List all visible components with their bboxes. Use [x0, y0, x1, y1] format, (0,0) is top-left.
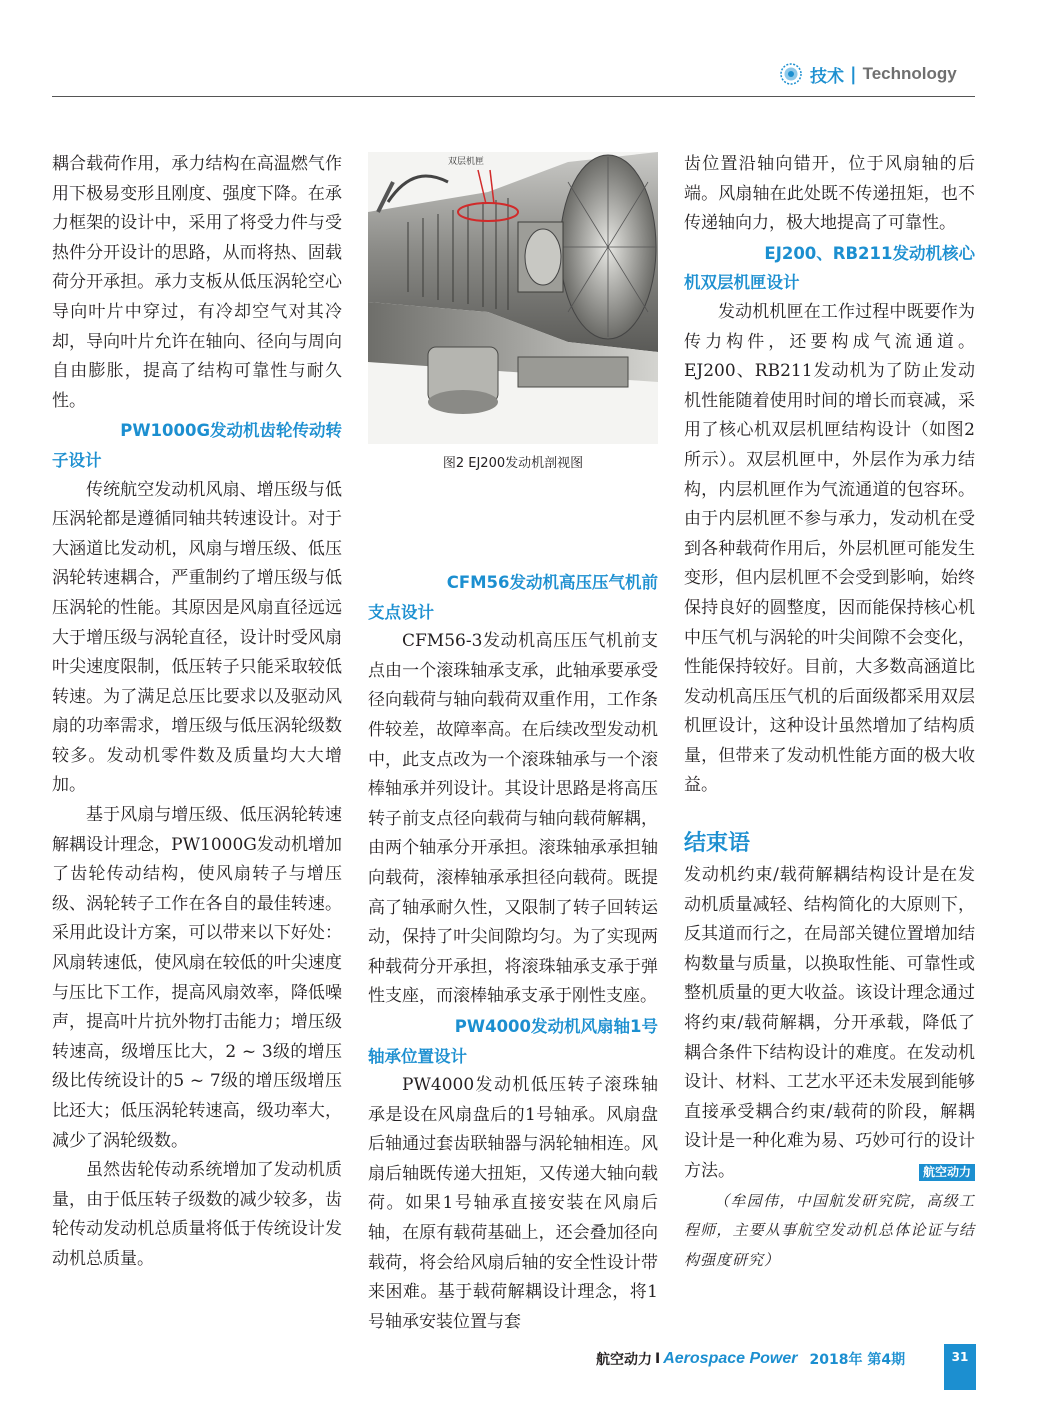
section-heading: CFM56发动机高压压气机前 支点设计	[368, 573, 658, 622]
section-heading: PW4000发动机风扇轴1号 轴承位置设计	[368, 1016, 658, 1066]
paragraph: 发动机机匣在工作过程中既要作为传力构件，还要构成气流通道。EJ200、RB211发动机为了防止发动机性能随着使用时间的增长而衰减，采用了核心机双层机匣结构设计（如图2所示）。双层机匣中，外层作为承力结构，内层机匣作为气流通道的包容环。由于内层机匣不参与承力，发动机在受到各种载荷作用后，外层机匣可能发生变形，但内层机匣不会受到影响，始终保持良好的圆整度，因而能保持核心机中压气机与涡轮的叶尖间隙不会变化，性能保持较好。目前，大多数高涵道比发动机高压压气机的后面级都采用双层机匣设计，这种设计虽然增加了结构质量，但带来了发动机性能方面的极大收益。	[684, 301, 975, 796]
section-title-en: Technology	[862, 64, 957, 83]
paragraph: PW4000发动机低压转子滚珠轴承是设在风扇盘后的1号轴承。风扇盘后轴通过套齿联轴器与涡轮轴相连。风扇后轴既传递大扭矩，又传递大轴向载荷。如果1号轴承直接安装在风扇后轴，在原有载荷基础上，还会叠加径向载荷，将会给风扇后轴的安全性设计带来困难。基于载荷解耦设计理念，将1号轴承安装位置与套	[368, 1075, 658, 1332]
figure-caption: 图2 EJ200发动机剖视图	[442, 456, 584, 471]
paragraph: 基于风扇与增压级、低压涡轮转速解耦设计理念，PW1000G发动机增加了齿轮传动结构，使风扇转子与增压级、涡轮转子工作在各自的最佳转速。采用此设计方案，可以带来以下好处：风扇转速低，使风扇在较低的叶尖速度与压比下工作，提高风扇效率，降低噪声，提高叶片抗外物打击能力；增压级转速高，级增压比大，2 ~ 3级的增压级比传统设计的5 ~ 7级的增压级增压比还大；低压涡轮转速高，级功率大，减少了涡轮级数。	[52, 805, 342, 1151]
header-divider: |	[850, 63, 857, 85]
gear-icon	[780, 63, 802, 85]
conclusion-heading: 结束语	[684, 831, 751, 857]
section-heading: PW1000G发动机齿轮传动转 子设计	[52, 421, 342, 470]
issue-label: 2018年 第4期	[809, 1352, 906, 1368]
figure-annotation: 双层机匣	[448, 157, 485, 167]
footer-divider: I	[655, 1351, 661, 1367]
paragraph: 耦合载荷作用，承力结构在高温燃气作用下极易变形且刚度、强度下降。在承力框架的设计中，采用了将受力件与受热件分开设计的思路，从而将热、固载荷分开承担。承力支板从低压涡轮空心导向叶片中穿过，有冷却空气对其冷却，导向叶片允许在轴向、径向与周向自由膨胀，提高了结构可靠性与耐久性。	[52, 154, 342, 411]
paragraph: 传统航空发动机风扇、增压级与低压涡轮都是遵循同轴共转速设计。对于大涵道比发动机，风扇与增压级、低压涡轮转速耦合，严重制约了增压级与低压涡轮的性能。其原因是风扇直径远远大于增压级与涡轮直径，设计时受风扇叶尖速度限制，低压转子只能采取较低转速。为了满足总压比要求以及驱动风扇的功率需求，增压级与低压涡轮级数较多。发动机零件数及质量均大大增加。	[52, 479, 342, 796]
journal-title-en: Aerospace Power	[663, 1350, 798, 1367]
page-footer	[596, 1348, 905, 1370]
column-right	[684, 150, 975, 1275]
paragraph: 虽然齿轮传动系统增加了发动机质量，由于低压转子级数的减少较多，齿轮传动发动机总质量将低于传统设计发动机总质量。	[52, 1160, 342, 1269]
paragraph: 齿位置沿轴向错开，位于风扇轴的后端。风扇轴在此处既不传递扭矩，也不传递轴向力，极大地提高了可靠性。	[684, 154, 975, 234]
paragraph: CFM56-3发动机高压压气机前支点由一个滚珠轴承支承，此轴承要承受径向载荷与轴向载荷双重作用，工作条件较差，故障率高。在后续改型发动机中，此支点改为一个滚珠轴承与一个滚棒轴承并列设计。其设计思路是将高压转子前支点径向载荷与轴向载荷解耦，由两个轴承分开承担。滚珠轴承承担轴向载荷，滚棒轴承承担径向载荷。既提高了轴承耐久性，又限制了转子回转运动，保持了叶尖间隙均匀。为了实现两种载荷分开承担，将滚珠轴承支承于弹性支座，而滚棒轴承支承于刚性支座。	[368, 631, 658, 1007]
author-note: （牟园伟，中国航发研究院，高级工程师，主要从事航空发动机总体论证与结构强度研究）	[684, 1191, 975, 1269]
end-logo: 航空动力	[919, 1164, 975, 1181]
section-heading: EJ200、RB211发动机核心 机双层机匣设计	[684, 243, 975, 293]
engine-cutaway-illustration	[368, 152, 658, 444]
column-left	[52, 150, 342, 1275]
paragraph: 发动机约束/载荷解耦结构设计是在发动机质量减轻、结构简化的大原则下，反其道而行之，在局部关键位置增加结构数量与质量，以换取性能、可靠性或整机质量的更大收益。该设计理念通过将约束/载荷解耦，分开承载，降低了耦合条件下结构设计的难度。在发动机设计、材料、工艺水平还未发展到能够直接承受耦合约束/载荷的阶段，解耦设计是一种化难为易、巧妙可行的设计方法。 航空动力	[684, 865, 975, 1181]
page-number: 31	[944, 1344, 976, 1390]
engine-cutaway-figure	[368, 152, 658, 444]
header-rule	[52, 96, 975, 97]
section-header	[780, 62, 957, 86]
journal-title-cn: 航空动力	[596, 1352, 652, 1368]
section-title-cn: 技术	[810, 66, 844, 87]
column-middle	[368, 568, 658, 1337]
